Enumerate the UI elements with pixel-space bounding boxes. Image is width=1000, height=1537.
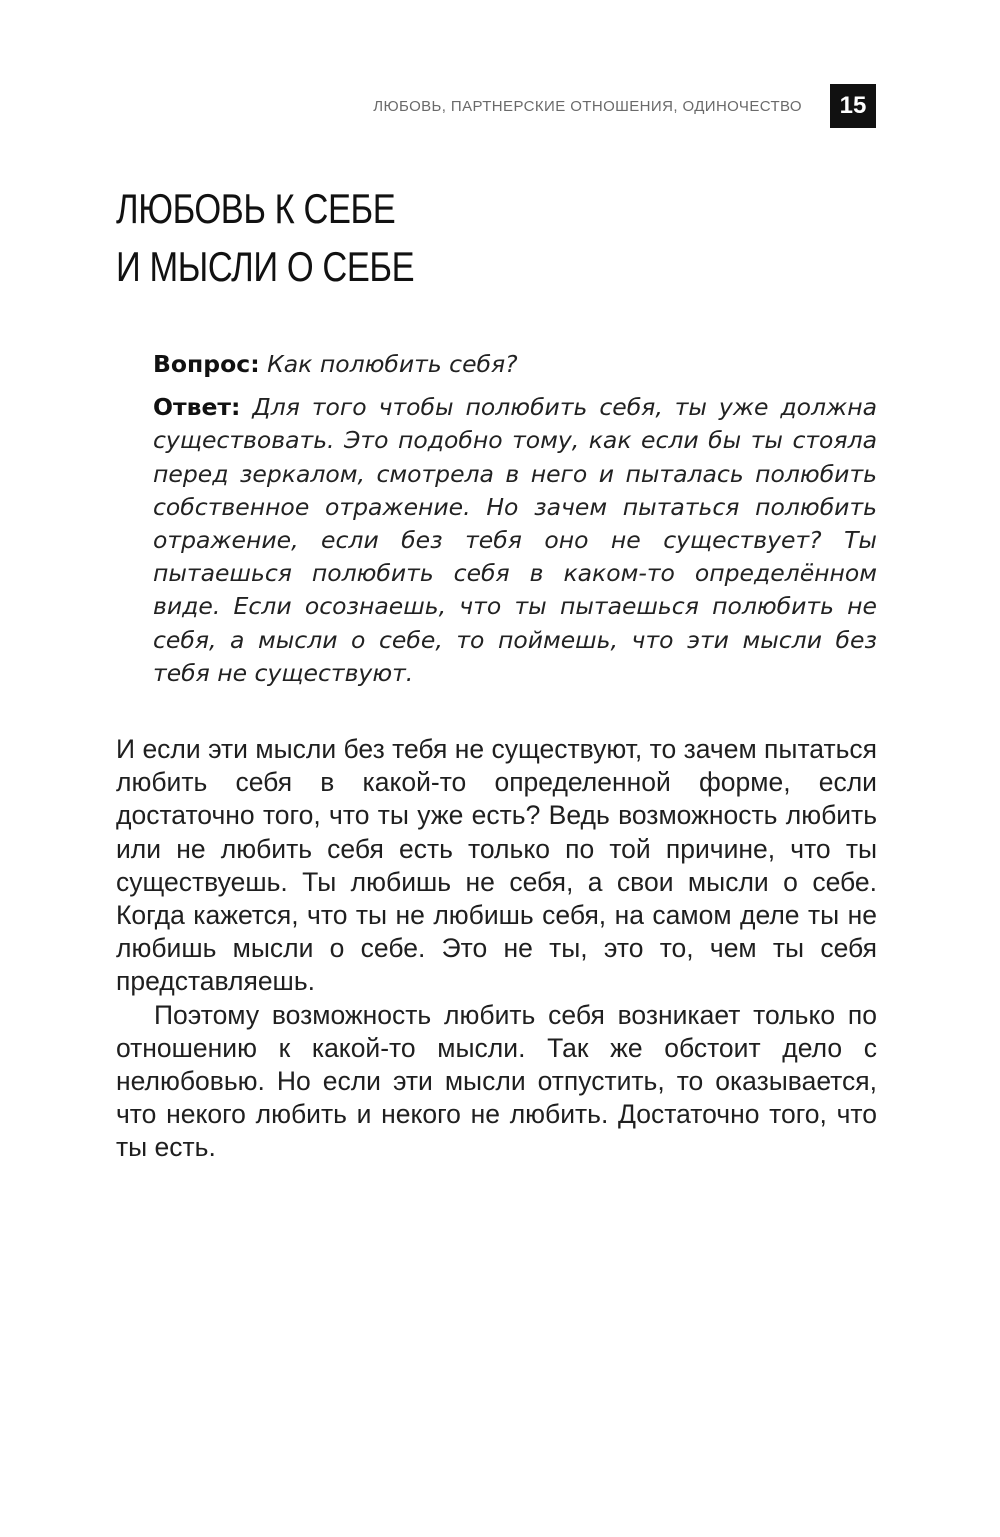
chapter-title-line-1: ЛЮБОВЬ К СЕБЕ [116, 185, 396, 232]
answer-text: Для того чтобы полюбить себя, ты уже должна существовать. Это подобно тому, как если бы ты стояла перед зеркалом, смотрела в него и пыталась полюбить собственное отражение. Но зачем пытаться полюбить отражение, если без тебя оно не существует? Ты пытаешься полюбить себя в каком-то определённом виде. Если осознаешь, что ты пытаешься полюбить не себя, а мысли о себе, то поймешь, что эти мысли без тебя не существуют. [153, 393, 877, 687]
running-header [373, 84, 876, 128]
paragraph-2: Поэтому возможность любить себя возникает только по отношению к какой-то мысли. Так же обстоит дело с нелюбовью. Но если эти мысли отпустить, то оказывается, что некого любить и некого не любить. Достаточно того, что ты есть. [116, 999, 877, 1163]
running-title: ЛЮБОВЬ, ПАРТНЕРСКИЕ ОТНОШЕНИЯ, ОДИНОЧЕСТВО [373, 97, 802, 115]
question-text: Как полюбить себя? [267, 350, 518, 378]
question-label: Вопрос: [153, 350, 260, 378]
page-number: 15 [830, 84, 876, 128]
question [153, 348, 877, 381]
question-answer-block [153, 348, 877, 690]
chapter-title [116, 180, 414, 296]
body-text [116, 733, 877, 1165]
answer-label: Ответ: [153, 393, 241, 422]
answer [153, 391, 877, 690]
paragraph-1: И если эти мысли без тебя не существуют, то зачем пытаться любить себя в какой-то определенной форме, если достаточно того, что ты уже есть? Ведь возможность любить или не любить себя есть только по той причине, что ты существуешь. Ты любишь не себя, а свои мысли о себе. Когда кажется, что ты не любишь себя, на самом деле ты не любишь мысли о себе. Это не ты, это то, чем ты себя представляешь. [116, 734, 877, 997]
chapter-title-line-2: И МЫСЛИ О СЕБЕ [116, 243, 415, 290]
